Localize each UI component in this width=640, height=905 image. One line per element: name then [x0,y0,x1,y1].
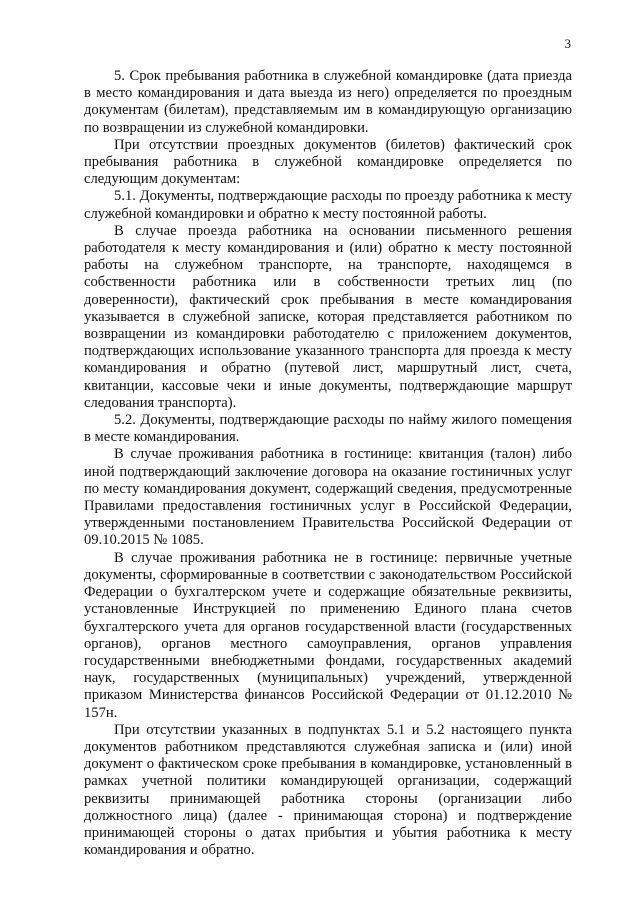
document-body [84,68,572,859]
paragraph-no-tickets: При отсутствии проездных документов (билетов) фактический срок пребывания работника в служебной командировке определяется по следующим документам: [84,136,572,188]
paragraph-5-1: 5.1. Документы, подтверждающие расходы по проезду работника к месту служебной командировки и обратно к месту постоянной работы. [84,188,572,222]
paragraph-own-transport: В случае проезда работника на основании письменного решения работодателя к месту командирования и (или) обратно к месту постоянной работы на служебном транспорте, на транспорте, находящемся в собственности работника или в собственности третьих лиц (по доверенности), фактический срок пребывания в месте командирования указывается в служебной записке, которая представляется работником по возвращении из командировки работодателю с приложением документов, подтверждающих использование указанного транспорта для проезда к месту командирования и обратно (путевой лист, маршрутный лист, счета, квитанции, кассовые чеки и иные документы, подтверждающие маршрут следования транспорта). [84,222,572,411]
paragraph-not-hotel: В случае проживания работника не в гостинице: первичные учетные документы, сформированные в соответствии с законодательством Российской Федерации о бухгалтерском учете и содержащие обязательные реквизиты, установленные Инструкцией по применению Единого плана счетов бухгалтерского учета для органов государственной власти (государственных органов), органов местного самоуправления, органов управления государственными внебюджетными фондами, государственных академий наук, государственных (муниципальных) учреждений, утвержденной приказом Министерства финансов Российской Федерации от 01.12.2010 № 157н. [84,549,572,721]
paragraph-service-note: При отсутствии указанных в подпунктах 5.1 и 5.2 настоящего пункта документов работником представляются служебная записка и (или) иной документ о фактическом сроке пребывания в командировке, установленный в рамках учетной политики командирующей организации, содержащий реквизиты принимающей работника стороны (организации либо должностного лица) (далее - принимающая сторона) и подтверждение принимающей стороны о датах прибытия и убытия работника к месту командирования и обратно. [84,721,572,859]
paragraph-5: 5. Срок пребывания работника в служебной командировке (дата приезда в место командирования и дата выезда из него) определяется по проездным документам (билетам), представляемым им в командирующую организацию по возвращении из служебной командировки. [84,68,572,136]
page-number: 3 [564,36,571,51]
paragraph-5-2: 5.2. Документы, подтверждающие расходы по найму жилого помещения в месте командирования. [84,412,572,446]
paragraph-hotel: В случае проживания работника в гостинице: квитанция (талон) либо иной подтверждающий заключение договора на оказание гостиничных услуг по месту командирования документ, содержащий сведения, предусмотренные Правилами предоставления гостиничных услуг в Российской Федерации, утвержденными постановлением Правительства Российской Федерации от 09.10.2015 № 1085. [84,446,572,549]
